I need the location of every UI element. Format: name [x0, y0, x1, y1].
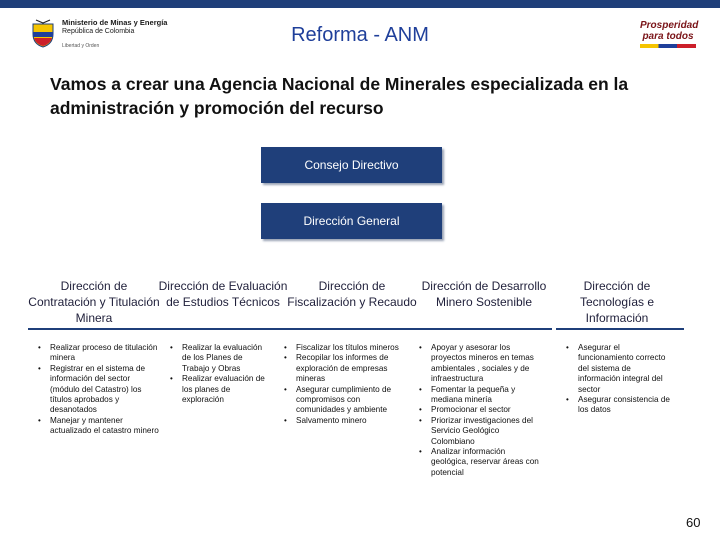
list-item: • Asegurar el funcionamiento correcto del sistema de información integral del sector	[566, 343, 670, 395]
ministry-country: República de Colombia	[62, 28, 135, 35]
page-title: Reforma - ANM	[291, 24, 429, 46]
dept-contratacion-label: Dirección de Contratación y Titulación Minera	[28, 279, 160, 325]
dept-underline	[286, 328, 418, 330]
ministry-motto: Libertad y Orden	[62, 43, 100, 49]
consejo-directivo-label: Consejo Directivo	[304, 158, 399, 172]
list-item: • Fomentar la pequeña y mediana minería	[419, 385, 541, 406]
prosperidad-logo	[640, 20, 699, 48]
dept-evaluacion-list	[170, 343, 270, 405]
dept-tecnologias-list	[566, 343, 670, 416]
dept-contratacion-list	[38, 343, 160, 437]
list-item: • Fiscalizar los títulos mineros	[284, 343, 400, 353]
list-item: • Recopilar los informes de exploración de empresas mineras	[284, 353, 400, 384]
dept-underline	[28, 328, 160, 330]
dept-underline	[556, 328, 684, 330]
list-item: • Realizar proceso de titulación minera	[38, 343, 160, 364]
dept-fiscalizacion-list	[284, 343, 400, 426]
dept-underline	[418, 328, 552, 330]
dept-tecnologias-label: Dirección de Tecnologías e Información	[579, 279, 655, 325]
list-item: • Apoyar y asesorar los proyectos mineros en temas ambientales , sociales y de infraestructura	[419, 343, 541, 385]
list-item: • Analizar información geológica, reservar áreas con potencial	[419, 447, 541, 478]
list-item: • Priorizar investigaciones del Servicio Geológico Colombiano	[419, 416, 541, 447]
list-item: • Manejar y mantener actualizado el catastro minero	[38, 416, 160, 437]
list-item: • Salvamento minero	[284, 416, 400, 426]
dept-desarrollo-label: Dirección de Desarrollo Minero Sostenible	[421, 279, 547, 309]
page-number: 60	[686, 515, 701, 530]
slide-subtitle: Vamos a crear una Agencia Nacional de Minerales especializada en la administración y promoción del recurso	[50, 74, 629, 118]
logo-line-2: para todos	[642, 31, 694, 42]
top-bar	[0, 0, 720, 8]
direccion-general-box	[261, 203, 442, 239]
ministry-name: Ministerio de Minas y Energía	[62, 18, 168, 27]
dept-fiscalizacion-label: Dirección de Fiscalización y Recaudo	[287, 279, 417, 309]
list-item: • Asegurar consistencia de los datos	[566, 395, 670, 416]
list-item: • Realizar la evaluación de los Planes de Trabajo y Obras	[170, 343, 270, 374]
logo-stripe	[640, 44, 696, 48]
dept-desarrollo-list	[419, 343, 541, 478]
list-item: • Registrar en el sistema de información del sector (módulo del Catastro) los títulos aprobados y desanotados	[38, 364, 160, 416]
direccion-general-label: Dirección General	[303, 214, 400, 228]
list-item: • Realizar evaluación de los planes de exploración	[170, 374, 270, 405]
logo-line-1: Prosperidad	[640, 20, 699, 31]
dept-underline	[160, 328, 286, 330]
list-item: • Asegurar cumplimiento de compromisos con comunidades y ambiente	[284, 385, 400, 416]
dept-evaluacion-label: Dirección de Evaluación de Estudios Técnicos	[158, 279, 288, 309]
consejo-directivo-box	[261, 147, 442, 183]
list-item: • Promocionar el sector	[419, 405, 541, 415]
